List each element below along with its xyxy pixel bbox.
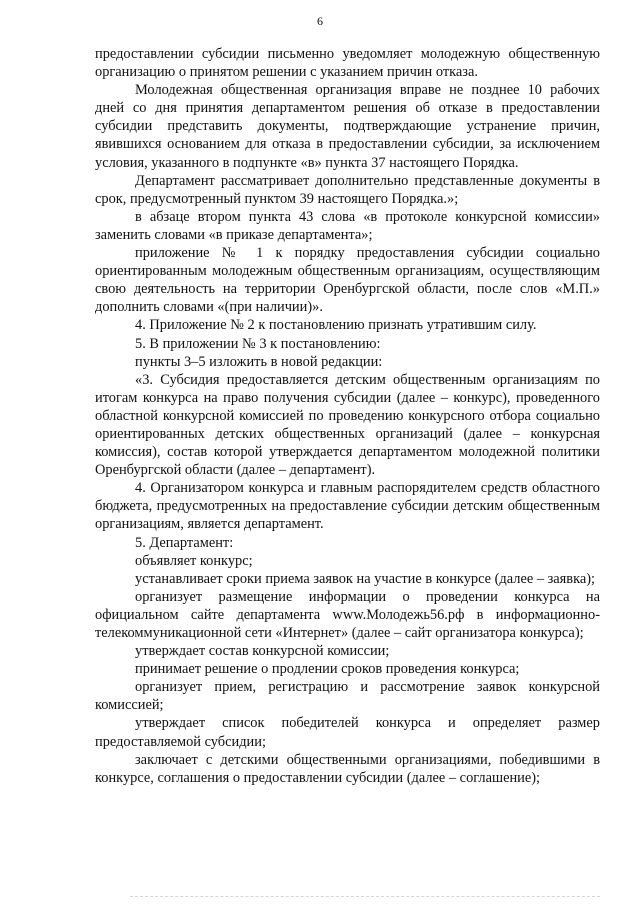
page-number: 6: [317, 14, 323, 28]
list-item-publication: организует размещение информации о проведении конкурса на официальном сайте департамента www.Молодежь56.рф в информационно-телекоммуникационной сети «Интернет» (далее – сайт организатора конкурса);: [95, 588, 600, 641]
scan-edge-noise: [130, 896, 600, 901]
list-item-applications: организует прием, регистрацию и рассмотрение заявок конкурсной комиссией;: [95, 679, 600, 714]
document-body: [95, 45, 600, 787]
paragraph-point-4: 4. Организатором конкурса и главным распорядителем средств областного бюджета, предусмотренных на предоставление субсидии детским общественным организациям, является департамент.: [95, 480, 600, 533]
paragraph-item-4: 4. Приложение № 2 к постановлению признать утратившим силу.: [135, 317, 537, 334]
list-item-announces: объявляет конкурс;: [135, 552, 253, 569]
paragraph-additional-review: Департамент рассматривает дополнительно представленные документы в срок, предусмотренный пунктом 39 настоящего Порядка.»;: [95, 172, 600, 207]
paragraph-resubmission-right: Молодежная общественная организация вправе не позднее 10 рабочих дней со дня принятия департаментом решения об отказе в предоставлении субсидии представить документы, подтверждающие устранение причин, явившихся основанием для отказа в предоставлении субсидии, за исключением условия, указанного в подпункте «в» пункта 37 настоящего Порядка.: [95, 82, 600, 171]
paragraph-amend-point-43: в абзаце втором пункта 43 слова «в протоколе конкурсной комиссии» заменить словами «в приказе департамента»;: [95, 208, 600, 243]
list-item-commission: утверждает состав конкурсной комиссии;: [135, 643, 390, 660]
list-item-winners: утверждает список победителей конкурса и определяет размер предоставляемой субсидии;: [95, 715, 600, 750]
paragraph-points-3-5: пункты 3–5 изложить в новой редакции:: [135, 353, 383, 370]
paragraph-point-5: 5. Департамент:: [135, 534, 234, 551]
paragraph-item-5: 5. В приложении № 3 к постановлению:: [135, 335, 381, 352]
paragraph-point-3: «3. Субсидия предоставляется детским общественным организациям по итогам конкурса на право получения субсидии (далее – конкурс), проведенного областной конкурсной комиссией по проведению конкурсного отбора социально ориентированных детских общественных организаций (далее – конкурсная комиссия), состав которой утверждается департаментом молодежной политики Оренбургской области (далее – департамент).: [95, 371, 600, 479]
list-item-deadlines: устанавливает сроки приема заявок на участие в конкурсе (далее – заявка);: [135, 570, 596, 587]
list-item-extension: принимает решение о продлении сроков проведения конкурса;: [135, 661, 520, 678]
paragraph-annex-1: приложение № 1 к порядку предоставления субсидии социально ориентированным молодежным общественным организациям, осуществляющим свою деятельность на территории Оренбургской области, после слов «М.П.» дополнить словами «(при наличии)».: [95, 245, 600, 316]
list-item-agreements: заключает с детскими общественными организациями, победившими в конкурсе, соглашения о предоставлении субсидии (далее – соглашение);: [95, 751, 600, 786]
paragraph-continuation: предоставлении субсидии письменно уведомляет молодежную общественную организацию о принятом решении с указанием причин отказа.: [95, 46, 600, 81]
